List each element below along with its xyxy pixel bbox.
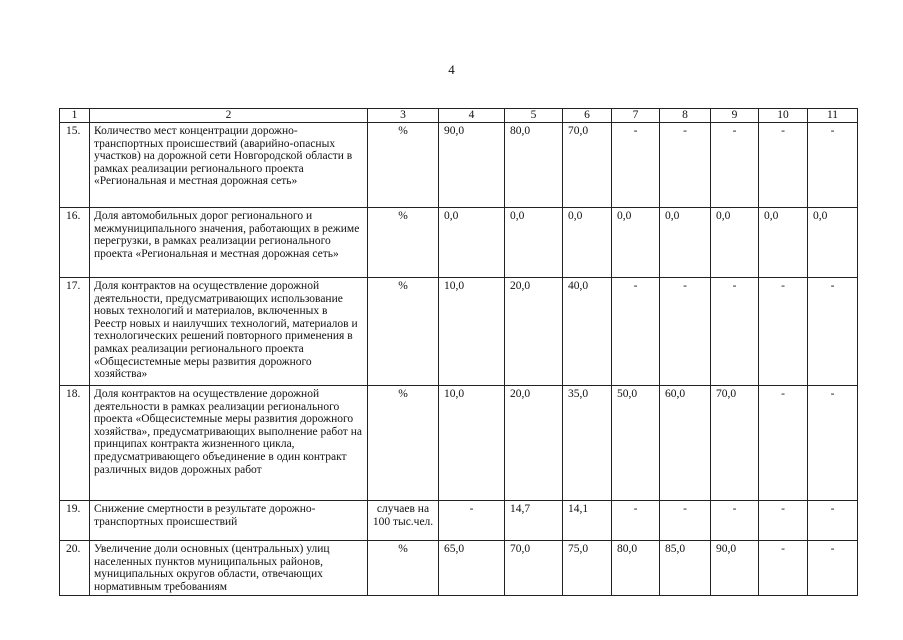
value-cell: - bbox=[660, 278, 711, 386]
indicator-description: Количество мест концентрации дорожно-транспортных происшествий (аварийно-опасных участков) на дорожной сети Новгородской области в рамках реализации регионального проекта «Региональная и местная дорожная сеть» bbox=[90, 123, 368, 208]
value-cell: - bbox=[759, 123, 808, 208]
value-cell: 20,0 bbox=[505, 278, 563, 386]
column-header: 2 bbox=[90, 109, 368, 123]
column-header: 1 bbox=[60, 109, 90, 123]
value-cell: 20,0 bbox=[505, 386, 563, 501]
value-cell: 0,0 bbox=[505, 208, 563, 278]
column-header: 5 bbox=[505, 109, 563, 123]
page-number: 4 bbox=[448, 62, 455, 77]
value-cell: 40,0 bbox=[563, 278, 612, 386]
value-cell: - bbox=[660, 501, 711, 541]
value-cell: 90,0 bbox=[439, 123, 505, 208]
value-cell: - bbox=[711, 123, 759, 208]
value-cell: - bbox=[439, 501, 505, 541]
row-number: 17. bbox=[60, 278, 90, 386]
value-cell: - bbox=[808, 386, 858, 501]
indicator-description: Доля автомобильных дорог регионального и межмуниципального значения, работающих в режиме перегрузки, в рамках реализации регионального проекта «Региональная и местная дорожная сеть» bbox=[90, 208, 368, 278]
value-cell: - bbox=[711, 501, 759, 541]
value-cell: - bbox=[759, 278, 808, 386]
value-cell: 0,0 bbox=[612, 208, 660, 278]
column-header: 4 bbox=[439, 109, 505, 123]
value-cell: - bbox=[808, 501, 858, 541]
value-cell: - bbox=[612, 278, 660, 386]
row-number: 20. bbox=[60, 541, 90, 596]
value-cell: - bbox=[660, 123, 711, 208]
value-cell: 60,0 bbox=[660, 386, 711, 501]
value-cell: 90,0 bbox=[711, 541, 759, 596]
value-cell: 10,0 bbox=[439, 386, 505, 501]
column-header: 6 bbox=[563, 109, 612, 123]
value-cell: 80,0 bbox=[505, 123, 563, 208]
unit-cell: % bbox=[368, 123, 439, 208]
header-row bbox=[60, 109, 858, 123]
value-cell: - bbox=[759, 386, 808, 501]
value-cell: 50,0 bbox=[612, 386, 660, 501]
table-row bbox=[60, 123, 858, 208]
table-row bbox=[60, 541, 858, 596]
value-cell: - bbox=[808, 123, 858, 208]
row-number: 16. bbox=[60, 208, 90, 278]
value-cell: 85,0 bbox=[660, 541, 711, 596]
indicator-description: Снижение смертности в результате дорожно-транспортных происшествий bbox=[90, 501, 368, 541]
unit-cell: % bbox=[368, 386, 439, 501]
value-cell: 70,0 bbox=[563, 123, 612, 208]
table-row bbox=[60, 501, 858, 541]
table-row bbox=[60, 278, 858, 386]
value-cell: 14,1 bbox=[563, 501, 612, 541]
value-cell: - bbox=[711, 278, 759, 386]
unit-cell: % bbox=[368, 541, 439, 596]
value-cell: 0,0 bbox=[808, 208, 858, 278]
column-header: 3 bbox=[368, 109, 439, 123]
row-number: 18. bbox=[60, 386, 90, 501]
indicator-description: Доля контрактов на осуществление дорожной деятельности в рамках реализации регионального проекта «Общесистемные меры развития дорожного хозяйства», предусматривающих выполнение работ на принципах контракта жизненного цикла, предусматривающего объединение в один контракт различных видов дорожных работ bbox=[90, 386, 368, 501]
indicator-description: Доля контрактов на осуществление дорожной деятельности, предусматривающих использование новых технологий и материалов, включенных в Реестр новых и наилучших технологий, материалов и технологических решений повторного применения в рамках реализации регионального проекта «Общесистемные меры развития дорожного хозяйства» bbox=[90, 278, 368, 386]
value-cell: - bbox=[808, 278, 858, 386]
value-cell: - bbox=[808, 541, 858, 596]
table-row bbox=[60, 208, 858, 278]
value-cell: 70,0 bbox=[711, 386, 759, 501]
value-cell: 65,0 bbox=[439, 541, 505, 596]
row-number: 19. bbox=[60, 501, 90, 541]
value-cell: 70,0 bbox=[505, 541, 563, 596]
indicators-table bbox=[59, 108, 858, 596]
column-header: 7 bbox=[612, 109, 660, 123]
row-number: 15. bbox=[60, 123, 90, 208]
value-cell: 0,0 bbox=[759, 208, 808, 278]
value-cell: 35,0 bbox=[563, 386, 612, 501]
value-cell: 10,0 bbox=[439, 278, 505, 386]
value-cell: - bbox=[759, 501, 808, 541]
value-cell: - bbox=[759, 541, 808, 596]
column-header: 8 bbox=[660, 109, 711, 123]
unit-cell: % bbox=[368, 278, 439, 386]
value-cell: - bbox=[612, 123, 660, 208]
value-cell: 80,0 bbox=[612, 541, 660, 596]
value-cell: 0,0 bbox=[439, 208, 505, 278]
table-row bbox=[60, 386, 858, 501]
unit-cell: % bbox=[368, 208, 439, 278]
value-cell: 0,0 bbox=[711, 208, 759, 278]
column-header: 11 bbox=[808, 109, 858, 123]
value-cell: 14,7 bbox=[505, 501, 563, 541]
column-header: 10 bbox=[759, 109, 808, 123]
unit-cell: случаев на 100 тыс.чел. bbox=[368, 501, 439, 541]
column-header: 9 bbox=[711, 109, 759, 123]
value-cell: 0,0 bbox=[563, 208, 612, 278]
value-cell: 0,0 bbox=[660, 208, 711, 278]
value-cell: - bbox=[612, 501, 660, 541]
indicator-description: Увеличение доли основных (центральных) улиц населенных пунктов муниципальных районов, муниципальных округов области, отвечающих нормативным требованиям bbox=[90, 541, 368, 596]
value-cell: 75,0 bbox=[563, 541, 612, 596]
